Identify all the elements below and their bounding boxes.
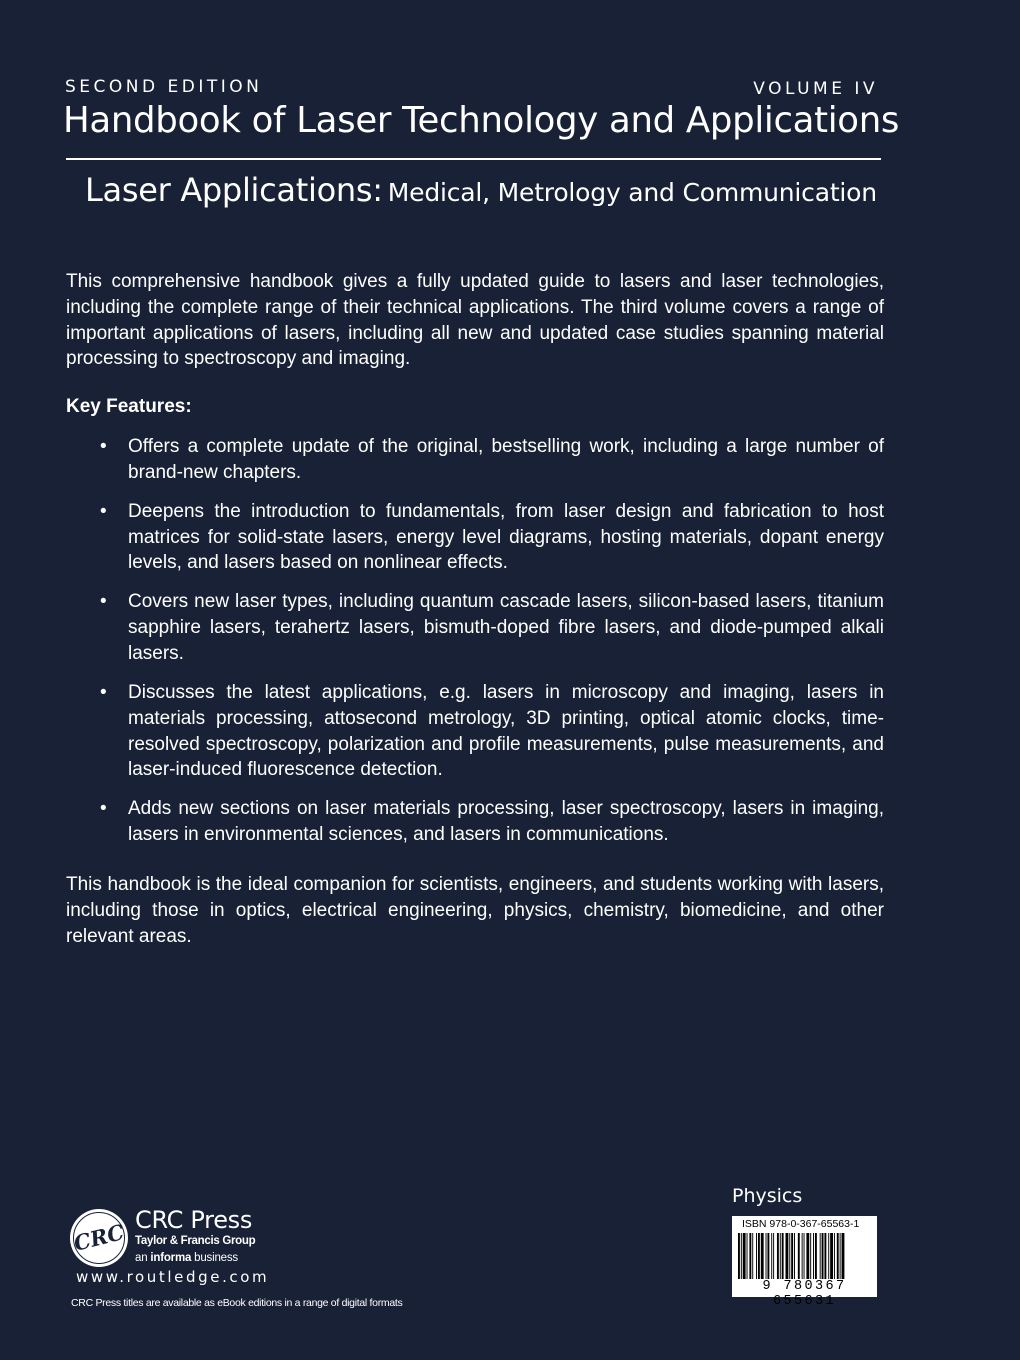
feature-text: Deepens the introduction to fundamentals, from laser design and fabrication to host matrices for solid-state lasers, energy level diagrams, hosting materials, dopant energy levels, and lasers based on nonlinear effects. (128, 500, 884, 574)
barcode-bar (810, 1233, 811, 1279)
subject-category: Physics (732, 1185, 803, 1207)
barcode-bar (743, 1233, 746, 1279)
business-prefix: an (135, 1252, 151, 1264)
closing-paragraph: This handbook is the ideal companion for scientists, engineers, and students working with lasers, including those in optics, electrical engineering, physics, chemistry, biomedicine, and other relevant areas. (66, 874, 884, 947)
features-heading: Key Features: (66, 396, 192, 417)
barcode-icon (738, 1233, 871, 1279)
feature-text: Covers new laser types, including quantum cascade lasers, silicon-based lasers, titanium sapphire lasers, terahertz lasers, bismuth-doped fibre lasers, and diode-pumped alkali lasers. (128, 591, 884, 664)
bullet-icon: • (100, 591, 107, 613)
feature-item (66, 434, 884, 486)
barcode-bar (822, 1233, 824, 1279)
isbn-label: ISBN 978-0-367-65563-1 (742, 1218, 860, 1230)
volume-label: VOLUME IV (753, 79, 878, 99)
subtitle-main: Laser Applications: (85, 171, 383, 209)
bullet-icon: • (100, 798, 107, 820)
feature-item (66, 796, 884, 848)
barcode-bar (840, 1233, 841, 1279)
barcode-bar (815, 1233, 817, 1279)
barcode-bar (786, 1233, 789, 1279)
feature-text: Offers a complete update of the original, bestselling work, including a large number of brand-new chapters. (128, 436, 884, 483)
barcode-bar (824, 1233, 826, 1279)
barcode-bar (802, 1233, 803, 1279)
publisher-business (135, 1252, 238, 1264)
barcode-bar (837, 1233, 839, 1279)
crc-press-logo-icon (68, 1207, 130, 1269)
barcode-bar (791, 1233, 793, 1279)
bullet-icon: • (100, 436, 107, 457)
features-list (66, 434, 884, 861)
intro-paragraph: This comprehensive handbook gives a fully updated guide to lasers and laser technologies, including the complete range of their technical applications. The third volume covers a range of important applications of lasers, including all new and updated case studies spanning material processing to spectroscopy and imaging. (66, 271, 884, 370)
publisher-group: Taylor & Francis Group (135, 1235, 256, 1247)
logo-text: CRC (71, 1219, 127, 1256)
barcode-bar (752, 1233, 753, 1279)
barcode-bar (761, 1233, 764, 1279)
barcode-bar (777, 1233, 779, 1279)
barcode-bar (820, 1233, 821, 1279)
barcode-bar (749, 1233, 751, 1279)
feature-text: Adds new sections on laser materials processing, laser spectroscopy, lasers in imaging, lasers in environmental sciences, and lasers in communications. (128, 798, 884, 846)
barcode-bar (758, 1233, 760, 1279)
barcode-bar (738, 1233, 740, 1279)
bullet-icon: • (100, 500, 107, 522)
barcode-bar (756, 1233, 757, 1279)
barcode-bar (794, 1233, 795, 1279)
barcode-bar (771, 1233, 772, 1279)
title-divider (66, 158, 881, 160)
business-strong: informa (150, 1252, 192, 1264)
bullet-icon: • (100, 681, 107, 703)
subtitle-rest: Medical, Metrology and Communication (387, 178, 877, 207)
business-suffix: business (191, 1252, 238, 1264)
feature-item (66, 680, 884, 783)
barcode-digits: 9 780367 655631 (762, 1279, 847, 1309)
barcode-bar (773, 1233, 774, 1279)
barcode-bar (828, 1233, 829, 1279)
barcode-bar (798, 1233, 800, 1279)
barcode-bar (780, 1233, 781, 1279)
barcode-bar (741, 1233, 742, 1279)
barcode-bar (830, 1233, 833, 1279)
barcode-bar (782, 1233, 784, 1279)
barcode-bar (767, 1233, 769, 1279)
barcode-bar (747, 1233, 748, 1279)
edition-label: SECOND EDITION (65, 77, 263, 97)
barcode-bar (806, 1233, 809, 1279)
barcode-bar (834, 1233, 835, 1279)
barcode-bar (766, 1233, 767, 1279)
feature-text: Discusses the latest applications, e.g. lasers in microscopy and imaging, lasers in materials processing, attosecond metrology, 3D printing, optical atomic clocks, time-resolved spectroscopy, polarization and profile measurements, pulse measurements, and laser-induced fluorescence detection. (128, 681, 884, 781)
feature-item (66, 589, 884, 666)
barcode-bar (789, 1233, 790, 1279)
barcode-bar (804, 1233, 805, 1279)
barcode-bar (842, 1233, 845, 1279)
book-subtitle (85, 171, 877, 209)
website-link[interactable]: www.routledge.com (76, 1268, 270, 1286)
barcode-bar (813, 1233, 814, 1279)
isbn-barcode (732, 1216, 877, 1309)
publisher-name: CRC Press (135, 1206, 253, 1234)
ebook-footnote: CRC Press titles are available as eBook editions in a range of digital formats (71, 1297, 403, 1309)
book-title: Handbook of Laser Technology and Applications (63, 100, 900, 141)
feature-item (66, 499, 884, 576)
